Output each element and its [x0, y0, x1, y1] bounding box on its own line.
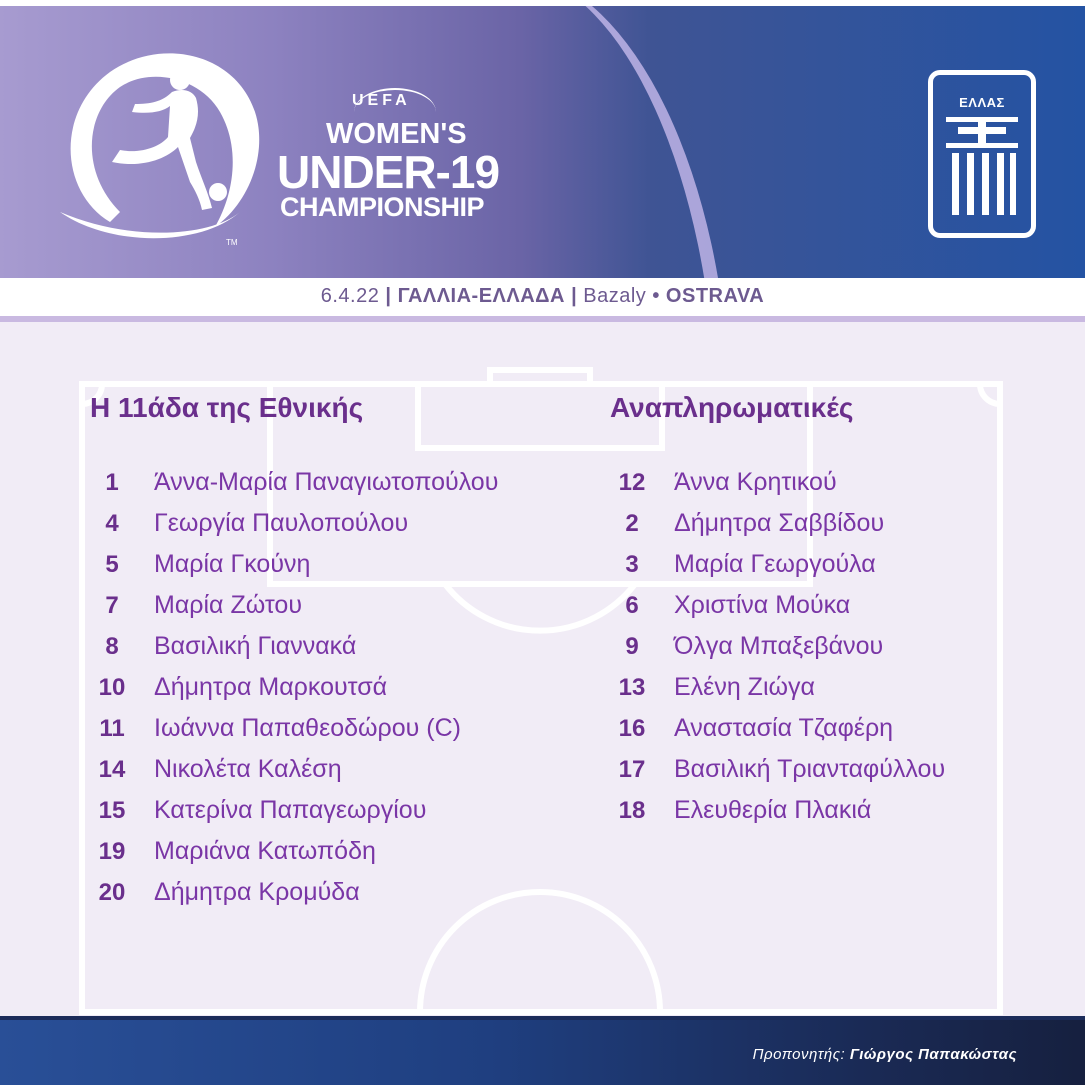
player-number: 20	[98, 878, 126, 906]
player-number: 2	[625, 509, 639, 537]
substitutes-title: Αναπληρωματικές	[610, 392, 854, 423]
player-row	[610, 749, 945, 790]
substitutes	[610, 392, 945, 831]
uefa-label: UEFA	[352, 92, 411, 109]
starting-title: Η 11άδα της Εθνικής	[90, 392, 364, 423]
coach-name: Γιώργος Παπακώστας	[849, 1046, 1017, 1063]
player-name: Μαρία Ζώτου	[154, 591, 302, 619]
player-number: 10	[98, 673, 126, 701]
player-number: 9	[625, 632, 639, 660]
coach-label: Προπονητής:	[752, 1046, 846, 1063]
player-row	[90, 544, 498, 585]
player-row	[610, 708, 945, 749]
logo-under19: UNDER-19	[277, 146, 500, 198]
player-number: 6	[625, 591, 639, 619]
player-row	[90, 626, 498, 667]
starting-list	[90, 462, 498, 913]
match-date: 6.4.22	[320, 285, 380, 307]
player-number: 19	[98, 837, 126, 865]
player-number: 16	[618, 714, 646, 742]
player-name: Ιωάννα Παπαθεοδώρου (C)	[154, 714, 462, 742]
greek-cross-stripes-icon	[946, 117, 1018, 223]
player-name: Δήμητρα Σαββίδου	[674, 509, 885, 537]
match-city: OSTRAVA	[665, 285, 765, 307]
player-number: 14	[98, 755, 126, 783]
player-name: Γεωργία Παυλοπούλου	[154, 509, 409, 537]
player-name: Δήμητρα Κρομύδα	[154, 878, 360, 906]
separator: |	[385, 285, 392, 307]
player-row	[610, 667, 945, 708]
player-row	[90, 790, 498, 831]
header-banner	[0, 6, 1085, 278]
player-name: Βασιλική Γιαννακά	[154, 632, 357, 660]
substitutes-list	[610, 462, 945, 831]
player-number: 12	[618, 468, 646, 496]
player-row	[90, 462, 498, 503]
player-number: 5	[105, 550, 119, 578]
player-row	[90, 667, 498, 708]
player-name: Νικολέτα Καλέση	[154, 755, 342, 783]
logo-championship: CHAMPIONSHIP	[280, 192, 485, 222]
player-number: 1	[105, 468, 119, 496]
separator: |	[571, 285, 578, 307]
player-name: Κατερίνα Παπαγεωργίου	[154, 796, 427, 824]
player-row	[610, 790, 945, 831]
player-row	[610, 585, 945, 626]
trademark-mark: TM	[226, 238, 238, 247]
player-row	[610, 462, 945, 503]
player-row	[90, 585, 498, 626]
player-name: Ελευθερία Πλακιά	[674, 796, 872, 824]
coach-credit	[753, 1046, 1017, 1063]
decorative-sweep	[506, 6, 727, 278]
bullet-separator: •	[652, 285, 660, 307]
player-number: 4	[105, 509, 119, 537]
player-name: Μαρία Γκούνη	[154, 550, 311, 578]
player-row	[610, 503, 945, 544]
match-venue: Bazaly	[583, 285, 647, 307]
player-number: 8	[105, 632, 119, 660]
player-row	[90, 831, 498, 872]
player-number: 15	[98, 796, 126, 824]
player-number: 17	[618, 755, 646, 783]
player-number: 7	[105, 591, 119, 619]
player-name: Δήμητρα Μαρκουτσά	[154, 673, 388, 701]
player-row	[90, 708, 498, 749]
player-name: Μαρία Γεωργούλα	[674, 550, 876, 578]
player-number: 13	[618, 673, 646, 701]
crest-text: ΕΛΛΑΣ	[959, 95, 1005, 110]
match-teams: ΓΑΛΛΙΑ-ΕΛΛΑΔΑ	[397, 285, 566, 307]
player-row	[610, 626, 945, 667]
player-row	[610, 544, 945, 585]
player-name: Αναστασία Τζαφέρη	[674, 714, 894, 742]
footer-strip	[0, 1016, 1085, 1020]
player-row	[90, 749, 498, 790]
player-name: Όλγα Μπαξεβάνου	[674, 632, 884, 660]
player-name: Βασιλική Τριανταφύλλου	[674, 755, 946, 783]
match-info-bar	[0, 278, 1085, 314]
starting-eleven	[90, 392, 498, 913]
player-row	[90, 503, 498, 544]
player-number: 18	[618, 796, 646, 824]
player-name: Ελένη Ζιώγα	[674, 673, 815, 701]
player-name: Χριστίνα Μούκα	[674, 591, 851, 619]
footballer-silhouette-icon	[50, 42, 280, 252]
player-number: 3	[625, 550, 639, 578]
player-name: Άννα-Μαρία Παναγιωτοπούλου	[154, 468, 499, 496]
player-row	[90, 872, 498, 913]
logo-womens: WOMEN'S	[326, 118, 467, 150]
player-name: Άννα Κρητικού	[674, 468, 837, 496]
player-number: 11	[99, 714, 125, 742]
greek-flag-crest-icon	[928, 70, 1036, 238]
player-name: Μαριάνα Κατωπόδη	[154, 837, 376, 865]
